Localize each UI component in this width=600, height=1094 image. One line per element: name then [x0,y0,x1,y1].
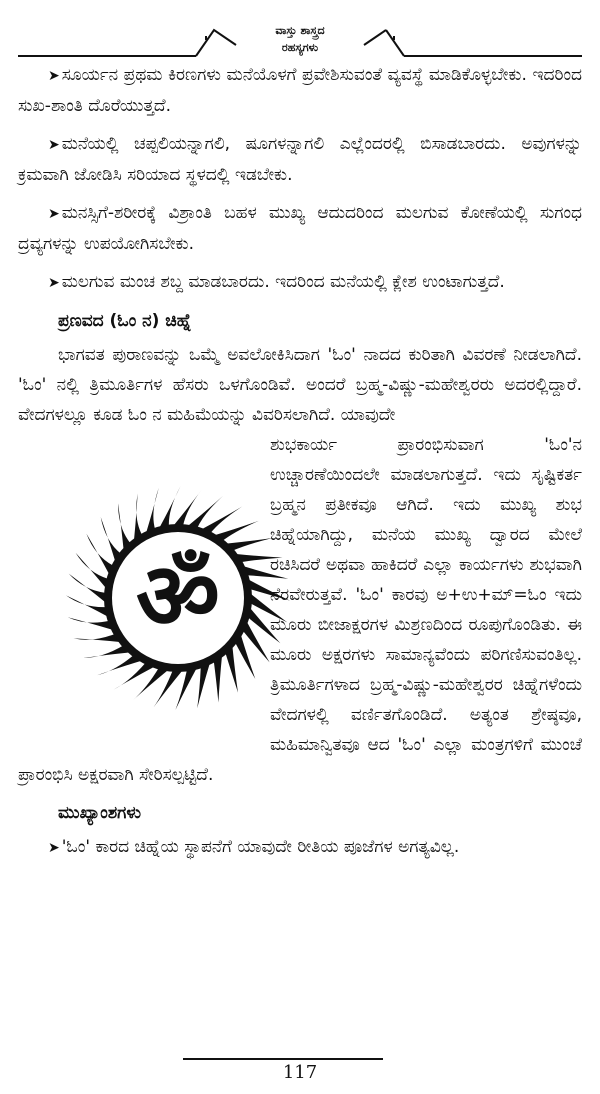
bullet-arrow-icon: ➤ [48,275,60,291]
paragraph-pranava [18,340,582,790]
om-sun-emblem [18,438,258,738]
paragraph-text: ಮನೆಯಲ್ಲಿ ಚಪ್ಪಲಿಯನ್ನಾಗಲಿ, ಷೂಗಳನ್ನಾಗಲಿ ಎಲ್ಲೆಂದರಲ್ಲಿ ಬಿಸಾಡಬಾರದು. ಅವುಗಳನ್ನು ಕ್ರಮವಾಗಿ ಜೋಡಿಸಿ ಸರಿಯಾದ ಸ್ಥಳದಲ್ಲಿ ಇಡಬೇಕು. [18,134,582,185]
bullet-arrow-icon: ➤ [48,68,60,84]
paragraph-text: ಮಲಗುವ ಮಂಚ ಶಬ್ದ ಮಾಡಬಾರದು. ಇದರಿಂದ ಮನೆಯಲ್ಲಿ ಕ್ಲೇಶ ಉಂಟಾಗುತ್ತದೆ. [61,272,505,292]
footer-rule [183,1058,383,1060]
pranava-section [18,340,582,790]
paragraph-text: ಭಾಗವತ ಪುರಾಣವನ್ನು ಒಮ್ಮೆ ಅವಲೋಕಿಸಿದಾಗ 'ಓಂ' ನಾದದ ಕುರಿತಾಗಿ ವಿವರಣೆ ನೀಡಲಾಗಿದೆ. 'ಓಂ' ನಲ್ಲಿ ತ್ರಿಮೂರ್ತಿಗಳ ಹೆಸರು ಒಳಗೊಂಡಿವೆ. ಅಂದರೆ ಬ್ರಹ್ಮ-ವಿಷ್ಣು-ಮಹೇಶ್ವರರು ಅದರಲ್ಲಿದ್ದಾರೆ. ವೇದಗಳಲ್ಲೂ ಕೂಡ ಓಂ ನ ಮಹಿಮೆಯನ್ನು ವಿವರಿಸಲಾಗಿದೆ. ಯಾವುದೇ [18,345,582,425]
paragraph-text-continued: ಶುಭಕಾರ್ಯ ಪ್ರಾರಂಭಿಸುವಾಗ 'ಓಂ'ನ ಉಚ್ಚಾರಣೆಯಿಂದಲೇ ಮಾಡಲಾಗುತ್ತದೆ. ಇದು ಸೃಷ್ಟಿಕರ್ತ ಬ್ರಹ್ಮನ ಪ್ರತೀಕವೂ ಆಗಿದೆ. ಇದು ಮುಖ್ಯ ಶುಭ ಚಿಹ್ನೆಯಾಗಿದ್ದು, ಮನೆಯ ಮುಖ್ಯ ದ್ವಾರದ ಮೇಲೆ ರಚಿಸಿದರೆ ಅಥವಾ ಹಾಕಿದರೆ ಎಲ್ಲಾ ಕಾರ್ಯಗಳು ಶುಭವಾಗಿ ನೆರವೇರುತ್ತವೆ. 'ಓಂ' ಕಾರವು ಅ+ಉ+ಮ್=ಓಂ ಇದು ಮೂರು ಬೀಜಾಕ್ಷರಗಳ ಮಿಶ್ರಣದಿಂದ ರೂಪುಗೊಂಡಿತು. ಈ ಮೂರು ಅಕ್ಷರಗಳು ಸಾಮಾನ್ಯವೆಂದು ಪರಿಗಣಿಸುವಂತಿಲ್ಲ. ತ್ರಿಮೂರ್ತಿಗಳಾದ ಬ್ರಹ್ಮ-ವಿಷ್ಣು-ಮಹೇಶ್ವರರ ಚಿಹ್ನೆಗಳೆಂದು ವೇದಗಳಲ್ಲಿ ವರ್ಣಿತಗೊಂಡಿದೆ. ಅತ್ಯಂತ ಶ್ರೇಷ್ಠವೂ, ಮಹಿಮಾನ್ವಿತವೂ ಆದ 'ಓಂ' ಎಲ್ಲಾ ಮಂತ್ರಗಳಿಗೆ ಮುಂಚೆ ಪ್ರಾರಂಭಿಸಿ ಅಕ್ಷರವಾಗಿ ಸೇರಿಸಲ್ಪಟ್ಟಿದೆ. [18,435,582,785]
running-header [0,0,600,62]
paragraph-cot [18,267,582,298]
paragraph-text: ಮನಸ್ಸಿಗೆ-ಶರೀರಕ್ಕೆ ವಿಶ್ರಾಂತಿ ಬಹಳ ಮುಖ್ಯ ಆದುದರಿಂದ ಮಲಗುವ ಕೋಣೆಯಲ್ಲಿ ಸುಗಂಧ ದ್ರವ್ಯಗಳನ್ನು ಉಪಯೋಗಿಸಬೇಕು. [18,203,582,254]
sun-ray [86,534,113,576]
page-number: 117 [282,1062,318,1083]
section-heading-pranava: ಪ್ರಣವದ (ಓಂ ನ) ಚಿಹ್ನೆ [58,311,192,331]
page-body [18,60,582,871]
paragraph-om-installation [18,832,582,863]
sun-ray [68,617,114,630]
paragraph-footwear [18,129,582,190]
bullet-arrow-icon: ➤ [48,840,60,856]
paragraph-text: ಸೂರ್ಯನ ಪ್ರಥಮ ಕಿರಣಗಳು ಮನೆಯೊಳಗೆ ಪ್ರವೇಶಿಸುವಂತೆ ವ್ಯವಸ್ಥೆ ಮಾಡಿಕೊಳ್ಳಬೇಕು. ಇದರಿಂದ ಸುಖ-ಶಾಂತಿ ದೊರೆಯುತ್ತದೆ. [18,65,582,116]
bullet-arrow-icon: ➤ [48,137,60,153]
sun-ray [197,662,210,708]
paragraph-text: 'ಓಂ' ಕಾರದ ಚಿಹ್ನೆಯ ಸ್ಥಾಪನೆಗೆ ಯಾವುದೇ ರೀತಿಯ ಪೂಜೆಗಳ ಅಗತ್ಯವಿಲ್ಲ. [61,837,460,857]
sun-ray [146,488,159,534]
om-glyph: ॐ [136,543,220,650]
paragraph-sunrays [18,60,582,121]
section-heading-highlights: ಮುಖ್ಯಾಂಶಗಳು [58,803,141,823]
bullet-arrow-icon: ➤ [48,206,60,222]
paragraph-bedroom [18,198,582,259]
header-title-line1: ವಾಸ್ತು ಶಾಸ್ತ್ರದ [275,24,325,37]
header-title-line2: ರಹಸ್ಯಗಳು [281,41,319,54]
